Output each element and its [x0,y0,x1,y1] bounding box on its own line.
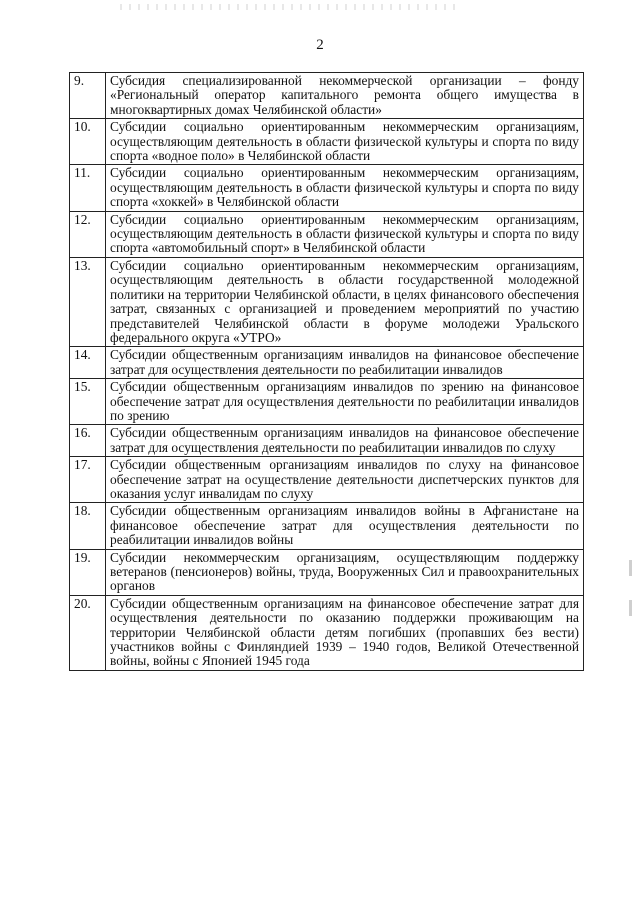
row-number: 12. [70,211,106,257]
table-row [70,379,584,425]
page-number: 2 [316,37,324,53]
row-text: Субсидии общественным организациям инвалидов по зрению на финансовое обеспечение затрат для осуществления деятельности по реабилитации инвалидов по зрению [106,379,584,425]
scan-margin-mark [629,560,632,576]
row-text: Субсидии общественным организациям на финансовое обеспечение затрат для осуществления деятельности по оказанию поддержки проживающим на территории Челябинской области детям погибших (пропавших без вести) участников войны с Финляндией 1939 – 1940 годов, Великой Отечественной войны, войны с Японией 1945 года [106,595,584,670]
row-text: Субсидии общественным организациям инвалидов на финансовое обеспечение затрат для осуществления деятельности по реабилитации инвалидов [106,347,584,379]
row-number: 19. [70,549,106,595]
row-number: 9. [70,73,106,119]
table-row [70,119,584,165]
row-text: Субсидии социально ориентированным некоммерческим организациям, осуществляющим деятельность в области физической культуры и спорта по виду спорта «хоккей» в Челябинской области [106,165,584,211]
table-row [70,257,584,346]
row-text: Субсидии социально ориентированным некоммерческим организациям, осуществляющим деятельность в области физической культуры и спорта по виду спорта «водное поло» в Челябинской области [106,119,584,165]
table-row [70,549,584,595]
table-row [70,347,584,379]
table-row [70,425,584,457]
row-text: Субсидии социально ориентированным некоммерческим организациям, осуществляющим деятельность в области физической культуры и спорта по виду спорта «автомобильный спорт» в Челябинской области [106,211,584,257]
table-row [70,73,584,119]
row-text: Субсидии социально ориентированным некоммерческим организациям, осуществляющим деятельность в области государственной молодежной политики на территории Челябинской области, в целях финансового обеспечения затрат, связанных с организацией и проведением мероприятий по участию представителей Челябинской области в форуме молодежи Уральского федерального округа «УТРО» [106,257,584,346]
row-number: 11. [70,165,106,211]
row-text: Субсидии общественным организациям инвалидов по слуху на финансовое обеспечение затрат на осуществление деятельности диспетчерских пунктов для оказания услуг инвалидам по слуху [106,457,584,503]
scan-margin-mark [629,600,632,616]
row-text: Субсидии некоммерческим организациям, осуществляющим поддержку ветеранов (пенсионеров) войны, труда, Вооруженных Сил и правоохранительных органов [106,549,584,595]
row-text: Субсидии общественным организациям инвалидов войны в Афганистане на финансовое обеспечение затрат для осуществления деятельности по реабилитации инвалидов войны [106,503,584,549]
row-number: 20. [70,595,106,670]
row-text: Субсидии общественным организациям инвалидов на финансовое обеспечение затрат для осуществления деятельности по реабилитации инвалидов по слуху [106,425,584,457]
table-row [70,457,584,503]
table-row [70,211,584,257]
table-row [70,595,584,670]
subsidy-table [69,72,584,671]
row-number: 14. [70,347,106,379]
table-row [70,165,584,211]
table-row [70,503,584,549]
row-number: 18. [70,503,106,549]
row-number: 16. [70,425,106,457]
row-text: Субсидия специализированной некоммерческой организации – фонду «Региональный оператор капитального ремонта общего имущества в многоквартирных домах Челябинской области» [106,73,584,119]
row-number: 17. [70,457,106,503]
row-number: 10. [70,119,106,165]
scan-artifact [120,4,460,10]
row-number: 13. [70,257,106,346]
row-number: 15. [70,379,106,425]
